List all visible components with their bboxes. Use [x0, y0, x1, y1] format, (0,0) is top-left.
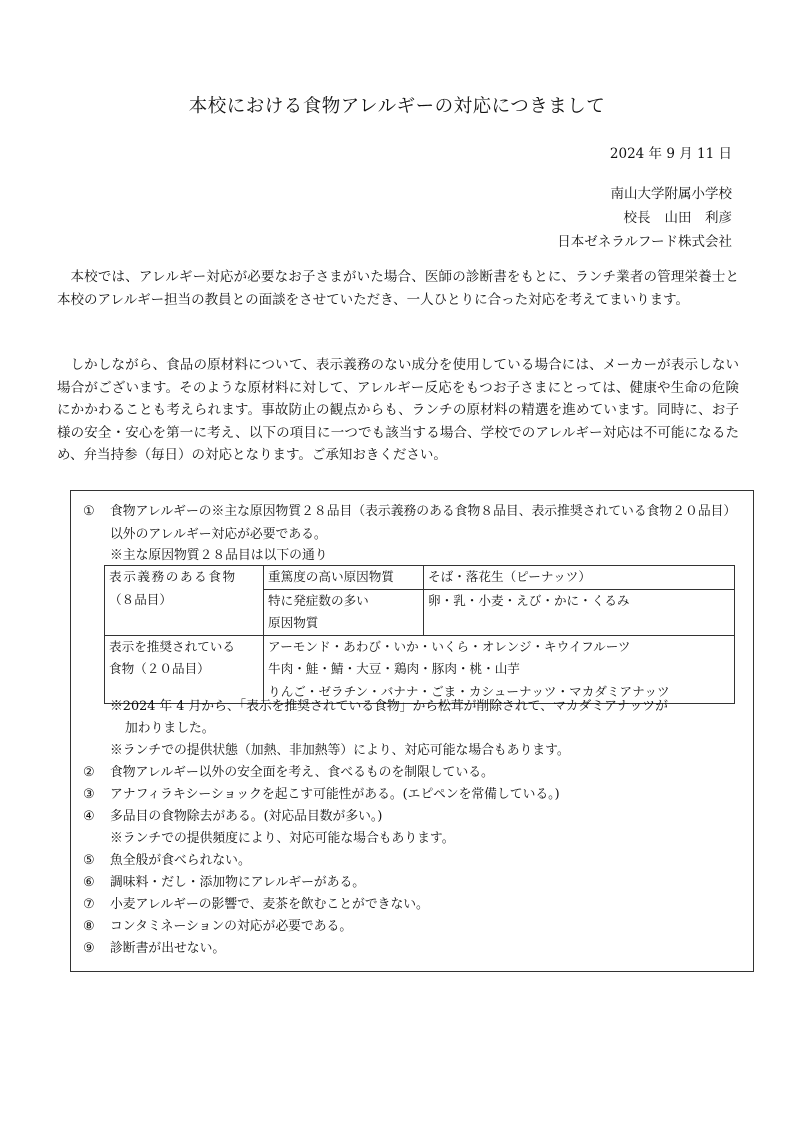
condition-number: ④	[83, 809, 95, 824]
page-title: 本校における食物アレルギーの対応につきまして	[188, 96, 606, 117]
condition-text: 小麦アレルギーの影響で、麦茶を飲むことができない。	[110, 897, 429, 912]
frequent-label: 特に発症数の多い	[268, 592, 369, 608]
condition-number: ⑤	[83, 853, 95, 868]
condition-text: 診断書が出せない。	[110, 941, 226, 956]
update-note-cont: 加わりました。	[125, 721, 215, 736]
recommended-items-cell	[264, 635, 735, 704]
company-name: 日本ゼネラルフード株式会社	[557, 234, 732, 250]
frequent-label-cell	[264, 589, 424, 635]
sender-block	[557, 182, 732, 254]
recommended-label: 表示を推奨されている	[109, 638, 235, 654]
frequent-items: 卵・乳・小麦・えび・かに・くるみ	[424, 589, 735, 635]
condition-number: ⑥	[83, 875, 95, 890]
lunch-state-note: ※ランチでの提供状態（加熱、非加熱等）により、対応可能な場合もあります。	[110, 743, 570, 758]
condition-text: 魚全般が食べられない。	[110, 853, 251, 868]
condition-number: ①	[83, 504, 95, 519]
severe-items: そば・落花生（ピーナッツ）	[424, 566, 735, 590]
condition-number: ⑧	[83, 919, 95, 934]
condition-number: ②	[83, 765, 95, 780]
condition-text: アナフィラキシーショックを起こす可能性がある。(エピペンを常備している。)	[110, 787, 560, 802]
recommended-label-cell	[105, 635, 264, 704]
lunch-frequency-note: ※ランチでの提供頻度により、対応可能な場合もあります。	[110, 831, 455, 846]
severe-label: 重篤度の高い原因物質	[264, 566, 424, 590]
recommended-count: 食物（２０品目）	[109, 661, 210, 676]
principal-line	[557, 206, 732, 230]
intro-paragraph: 本校では、アレルギー対応が必要なお子さまがいた場合、医師の診断書をもとに、ランチ業者の管理栄養士と本校のアレルギー担当の教員との面談をさせていただき、一人ひとりに合った対応を考えてまいります。	[57, 269, 739, 308]
condition-text: 食物アレルギー以外の安全面を考え、食べるものを制限している。	[110, 765, 494, 780]
condition-number: ⑨	[83, 941, 95, 956]
recommended-items-line: 牛肉・鮭・鯖・大豆・鶏肉・豚肉・桃・山芋	[268, 661, 520, 676]
principal-name: 山田 利彦	[664, 210, 732, 226]
condition-text: 調味料・だし・添加物にアレルギーがある。	[110, 875, 366, 890]
principal-role: 校長	[623, 210, 651, 226]
mandatory-label: 表示義務のある食物	[109, 569, 237, 584]
conditions-box	[70, 490, 754, 972]
document-date: 2024 年 9 月 11 日	[609, 146, 732, 162]
condition-text: 多品目の食物除去がある。(対応品目数が多い。)	[110, 809, 383, 824]
mandatory-label-cell	[105, 566, 264, 636]
table-intro: ※主な原因物質２８品目は以下の通り	[110, 548, 328, 563]
recommended-items-line: アーモンド・あわび・いか・いくら・オレンジ・キウイフルーツ	[268, 638, 631, 654]
allergen-table	[104, 565, 735, 704]
condition-text: コンタミネーションの対応が必要である。	[110, 919, 353, 934]
mandatory-count: （８品目）	[109, 591, 172, 607]
school-name: 南山大学附属小学校	[610, 186, 732, 202]
condition-number: ③	[83, 787, 95, 802]
recommended-items-line: りんご・ゼラチン・バナナ・ごま・カシューナッツ・マカダミアナッツ	[268, 683, 670, 699]
condition-number: ⑦	[83, 897, 95, 912]
policy-paragraph: しかしながら、食品の原材料について、表示義務のない成分を使用している場合には、メーカーが表示しない場合がございます。そのような原材料に対して、アレルギー反応をもつお子さまにとっては、健康や生命の危険にかかわることも考えられます。事故防止の観点からも、ランチの原材料の精選を進めています。同時に、お子様の安全・安心を第一に考え、以下の項目に一つでも該当する場合、学校でのアレルギー対応は不可能になるため、弁当持参（毎日）の対応となります。ご承知おきください。	[57, 357, 739, 463]
frequent-label-2: 原因物質	[268, 615, 319, 630]
condition-text: 食物アレルギーの※主な原因物質２８品目（表示義務のある食物８品目、表示推奨されている食物２０品目）以外のアレルギー対応が必要である。	[110, 504, 737, 542]
update-note: ※2024 年 4 月から、「表示を推奨されている食物」から松茸が削除されて、マカダミアナッツが	[110, 699, 668, 714]
